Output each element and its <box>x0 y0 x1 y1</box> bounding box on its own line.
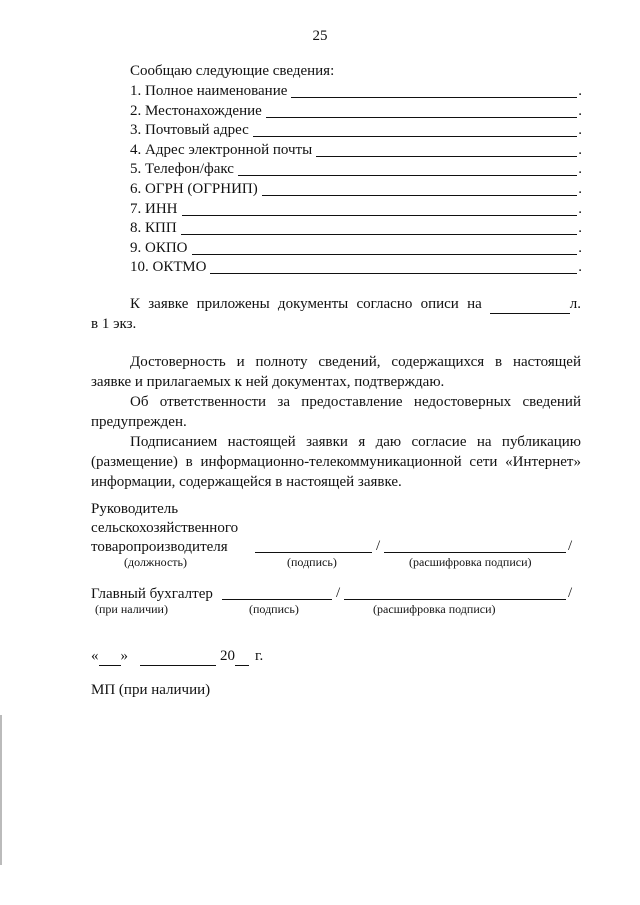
accountant-title: Главный бухгалтер <box>91 586 213 602</box>
paragraph-accuracy <box>91 352 581 392</box>
stamp-text: МП (при наличии) <box>91 682 211 698</box>
field-row <box>130 258 582 277</box>
head-caption-decoding: (расшифровка подписи) <box>409 555 532 569</box>
field-blank-line <box>182 201 578 216</box>
attachment-pages-blank <box>490 299 570 314</box>
field-end-dot: . <box>578 161 582 177</box>
field-row <box>130 200 582 219</box>
field-row <box>130 102 582 121</box>
attachment-paragraph <box>91 294 581 334</box>
head-decoding-blank <box>384 538 566 553</box>
accountant-signature-blank <box>222 585 332 600</box>
accountant-slash-2: / <box>568 585 573 601</box>
accountant-slash-1: / <box>336 585 341 601</box>
accountant-caption-if-any: (при наличии) <box>95 602 168 616</box>
field-blank-line <box>266 103 577 118</box>
accountant-caption-signature: (подпись) <box>249 602 299 616</box>
date-open-quote: « <box>91 648 99 664</box>
field-label: 4. Адрес электронной почты <box>130 142 313 158</box>
paragraph-accuracy-text: Достоверность и полноту сведений, содержащихся в настоящей заявке и прилагаемых к ней документах, подтверждаю. <box>91 354 581 390</box>
field-end-dot: . <box>578 240 582 256</box>
head-slash-2: / <box>568 538 573 554</box>
date-line <box>91 647 263 666</box>
field-blank-line <box>238 161 577 176</box>
date-year-prefix: 20 <box>220 648 235 664</box>
field-row <box>130 180 582 199</box>
field-end-dot: . <box>578 220 582 236</box>
field-label: 7. ИНН <box>130 201 178 217</box>
field-row <box>130 160 582 179</box>
accountant-decoding-blank <box>344 585 566 600</box>
field-blank-line <box>192 240 578 255</box>
date-day-blank <box>99 651 121 666</box>
field-end-dot: . <box>578 181 582 197</box>
attachment-suffix: л. <box>569 296 581 312</box>
field-blank-line <box>291 83 577 98</box>
field-end-dot: . <box>578 259 582 275</box>
field-end-dot: . <box>578 83 582 99</box>
head-title-line1: Руководитель <box>91 501 179 517</box>
date-year-blank <box>235 651 249 666</box>
date-year-suffix: г. <box>255 648 264 664</box>
field-label: 6. ОГРН (ОГРНИП) <box>130 181 258 197</box>
field-label: 2. Местонахождение <box>130 103 262 119</box>
field-row <box>130 121 582 140</box>
paragraph-responsibility-text: Об ответственности за предоставление недостоверных сведений предупрежден. <box>91 394 581 430</box>
field-end-dot: . <box>578 122 582 138</box>
field-end-dot: . <box>578 142 582 158</box>
head-signature-blank <box>255 538 372 553</box>
paragraph-consent <box>91 432 581 492</box>
field-label: 8. КПП <box>130 220 177 236</box>
attachment-text: К заявке приложены документы согласно описи на <box>130 296 482 312</box>
field-end-dot: . <box>578 201 582 217</box>
field-blank-line <box>181 220 578 235</box>
field-label: 9. ОКПО <box>130 240 188 256</box>
head-caption-position: (должность) <box>124 555 187 569</box>
page-number: 25 <box>312 28 328 44</box>
field-row <box>130 239 582 258</box>
field-label: 5. Телефон/факс <box>130 161 234 177</box>
head-title-line2: сельскохозяйственного <box>91 520 239 536</box>
field-blank-line <box>253 122 577 137</box>
paragraph-responsibility <box>91 392 581 432</box>
head-slash-1: / <box>376 538 381 554</box>
head-title-line3: товаропроизводителя <box>91 539 228 555</box>
intro-text: Сообщаю следующие сведения: <box>130 63 335 79</box>
date-month-blank <box>140 651 216 666</box>
field-end-dot: . <box>578 103 582 119</box>
field-label: 1. Полное наименование <box>130 83 288 99</box>
field-blank-line <box>262 181 577 196</box>
head-caption-signature: (подпись) <box>287 555 337 569</box>
field-label: 3. Почтовый адрес <box>130 122 249 138</box>
field-row <box>130 82 582 101</box>
accountant-caption-decoding: (расшифровка подписи) <box>373 602 496 616</box>
field-label: 10. ОКТМО <box>130 259 207 275</box>
attachment-copies: в 1 экз. <box>91 316 137 332</box>
field-row <box>130 219 582 238</box>
field-row <box>130 141 582 160</box>
date-close-quote: » <box>120 648 128 664</box>
field-blank-line <box>210 259 577 274</box>
paragraph-consent-text: Подписанием настоящей заявки я даю согласие на публикацию (размещение) в информационно-телекоммуникационной сети «Интернет» информации, содержащейся в настоящей заявке. <box>91 434 581 490</box>
field-blank-line <box>316 142 577 157</box>
scan-edge-mark <box>0 715 2 865</box>
